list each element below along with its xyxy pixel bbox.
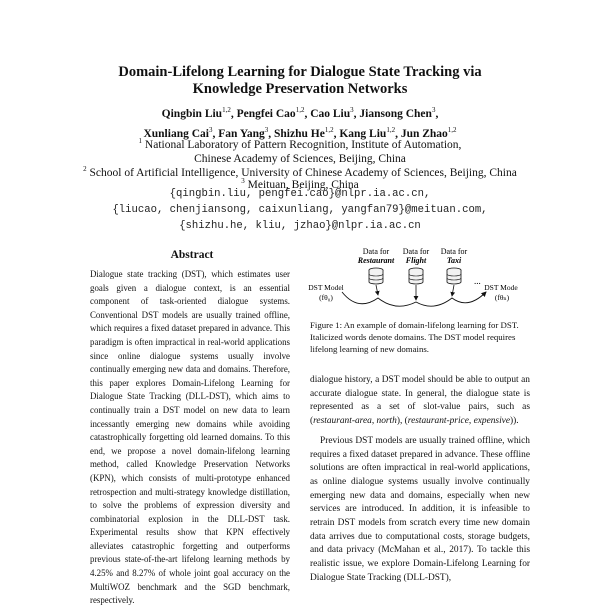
italic-term: restaurant-area bbox=[313, 416, 372, 427]
abstract-heading: Abstract bbox=[170, 249, 214, 261]
domain-flight: Flight bbox=[405, 256, 427, 265]
data-for-label: Data for bbox=[362, 247, 390, 256]
text-run: , bbox=[371, 416, 377, 427]
italic-term: north bbox=[376, 416, 397, 427]
paper-title bbox=[0, 64, 600, 98]
author-name: Jiansong Chen bbox=[359, 107, 432, 120]
model-right-param: (fθₙ) bbox=[494, 293, 510, 302]
ellipsis: ... bbox=[474, 276, 481, 286]
arrow bbox=[376, 285, 378, 295]
domain-taxi: Taxi bbox=[446, 256, 462, 265]
author-name: Shizhu He bbox=[274, 127, 325, 140]
figure-caption: Figure 1: An example of domain-lifelong learning for DST. Italicized words denote domains. The DST model requires lifelong learning of new domains. bbox=[310, 320, 519, 354]
author-sup: 1,2 bbox=[324, 125, 334, 134]
italic-term: restaurant-price bbox=[407, 416, 469, 427]
model-left-param: (fθ₀) bbox=[319, 293, 333, 302]
email-line: {shizhu.he, kliu, jzhao}@nlpr.ia.ac.cn bbox=[179, 220, 421, 232]
author-line-2: Xunliang Cai$^3$, Fan Yang$^3$, Shizhu He$^{1,2}$, Kang Liu$^{1,2}$, Jun Zhao$^{1,2}$ bbox=[143, 125, 457, 140]
model-left-label: DST Model bbox=[308, 283, 344, 292]
email-line: {liucao, chenjiansong, caixunliang, yangfan79}@meituan.com, bbox=[112, 204, 488, 216]
author-sup: 3 bbox=[431, 106, 436, 114]
author-name: Qingbin Liu bbox=[161, 107, 223, 120]
domain-restaurant: Restaurant bbox=[357, 256, 395, 265]
italic-term: expensive bbox=[473, 416, 510, 427]
text-run: )). bbox=[510, 416, 519, 427]
affiliation-sup: 2 bbox=[83, 165, 87, 173]
author-name: Pengfei Cao bbox=[236, 107, 296, 120]
author-sup: 3 bbox=[264, 125, 269, 134]
data-for-label: Data for bbox=[440, 247, 468, 256]
author-line-1: Qingbin Liu$^{1,2}$, Pengfei Cao$^{1,2}$, Cao Liu$^3$, Jiansong Chen$^3$, bbox=[161, 106, 439, 120]
author-name: Fan Yang bbox=[218, 127, 265, 140]
author-name: Xunliang Cai bbox=[143, 127, 209, 140]
affiliation-text: Meituan, Beijing, China bbox=[247, 178, 359, 191]
lifelong-flow-arrow bbox=[342, 292, 486, 306]
database-icon bbox=[369, 268, 383, 284]
model-right-label: DST Model bbox=[484, 283, 518, 292]
affiliation-text: Chinese Academy of Sciences, Beijing, China bbox=[194, 152, 406, 165]
author-name: Kang Liu bbox=[339, 127, 387, 140]
affiliation-text: School of Artificial Intelligence, University of Chinese Academy of Sciences, Beijing, China bbox=[89, 166, 517, 179]
text-run: , bbox=[468, 416, 474, 427]
author-name: Cao Liu bbox=[310, 107, 351, 120]
figure-diagram bbox=[306, 240, 518, 312]
abstract-body: Dialogue state tracking (DST), which estimates user goals given a dialogue context, is an essential component of task-oriented dialogue systems. Conventional DST models are usually trained offline, which requires a fixed dataset prepared in advance. This paradigm is often impractical in real-world applications since online dialogue systems usually involve continually emerging new data and domains. Therefore, this paper explores Domain-Lifelong Learning for Dialogue State Tracking (DLL-DST), which aims to continually train a DST model on new data to learn incessantly emerging new domains while avoiding catastrophically forgetting old learned domains. To this end, we propose a novel domain-lifelong learning method, called Knowledge Preservation Networks (KPN), which consists of multi-prototype enhanced retrospection and multi-strategy knowledge distillation, to solve the problems of expression diversity and combinatorial explosion in the DLL-DST task. Experimental results show that KPN effectively alleviates catastrophic forgetting and outperforms previous state-of-the-art lifelong learning methods by 4.25% and 8.27% of whole joint goal accuracy on the MultiWOZ benchmark and the SGD benchmark, respectively. bbox=[90, 269, 290, 606]
figure-1 bbox=[306, 240, 518, 312]
author-sup: 1,2 bbox=[386, 125, 396, 134]
database-icon bbox=[447, 268, 461, 284]
author-sup: 3 bbox=[350, 106, 354, 114]
database-icon bbox=[409, 268, 423, 284]
author-sup: 1,2 bbox=[295, 106, 305, 114]
data-for-label: Data for bbox=[402, 247, 430, 256]
author-sup: 3 bbox=[208, 125, 213, 134]
author-sup: 1,2 bbox=[222, 106, 231, 114]
body-text-right bbox=[310, 374, 530, 592]
text-run: ), ( bbox=[396, 416, 408, 427]
email-list bbox=[0, 186, 600, 234]
affiliation-text: National Laboratory of Pattern Recognition, Institute of Automation, bbox=[144, 138, 462, 151]
title-line-2: Knowledge Preservation Networks bbox=[192, 81, 408, 97]
affiliation-sup: 1 bbox=[138, 137, 143, 145]
title-line-1: Domain-Lifelong Learning for Dialogue State Tracking via bbox=[118, 64, 482, 80]
text-run: dialogue history, a DST model should be able to output an accurate dialogue state. In general, the dialogue state is represented as a set of slot-value pairs, such as ( bbox=[310, 375, 530, 427]
paragraph bbox=[310, 374, 530, 429]
paragraph: Previous DST models are usually trained offline, which requires a fixed dataset prepared in advance. These offline solutions are often impractical in real-world applications, as online dialogue systems usually involve continually emerging new data and domains, especially when new services are introduced. In addition, it is infeasible to retrain DST models from scratch every time new domain data arrives due to computational costs, storage budgets, and data privacy (McMahan et al., 2017). To tackle this realistic issue, we explore Domain-Lifelong Learning for Dialogue State Tracking (DLL-DST), bbox=[310, 435, 530, 583]
arrow bbox=[452, 285, 454, 296]
email-line: {qingbin.liu, pengfei.cao}@nlpr.ia.ac.cn, bbox=[169, 188, 431, 200]
author-name: Jun Zhao bbox=[400, 127, 448, 140]
author-sup: 1,2 bbox=[447, 125, 457, 134]
affiliation-sup: 3 bbox=[241, 177, 245, 185]
